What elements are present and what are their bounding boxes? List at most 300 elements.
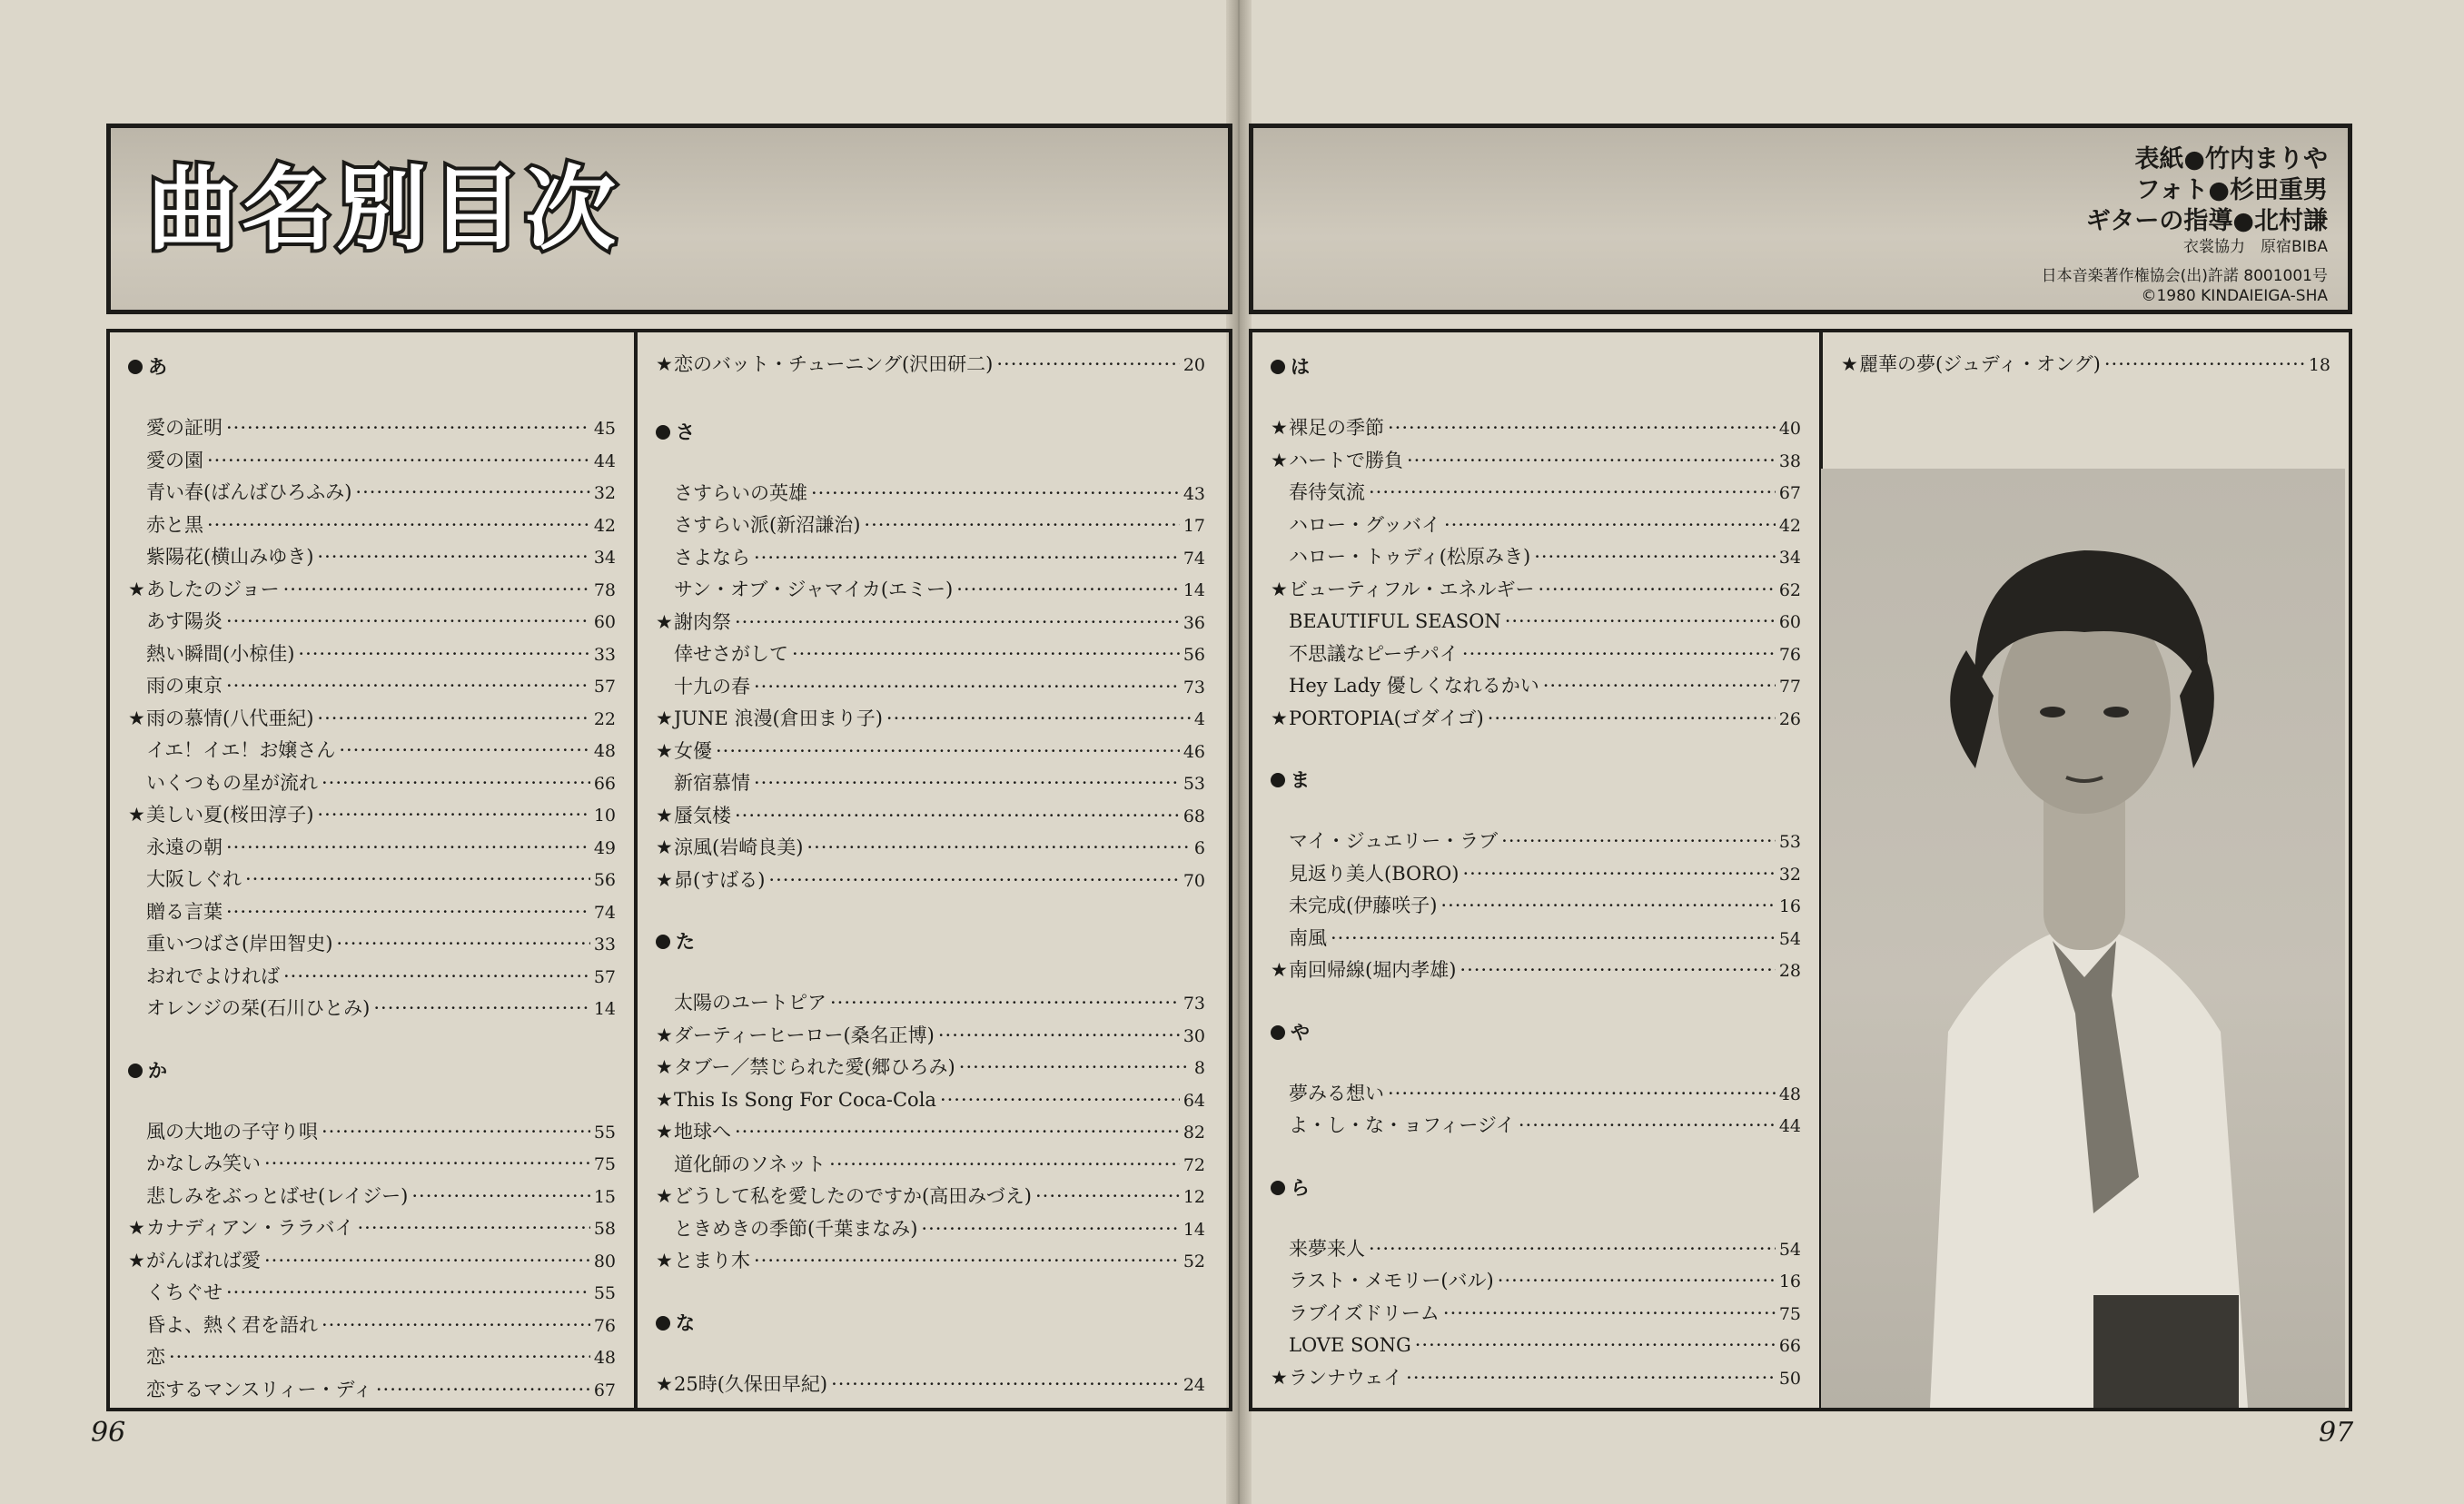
title-banner [106, 124, 1232, 314]
section-label: か [148, 1059, 167, 1082]
index-entry [128, 867, 616, 892]
index-entry [128, 1184, 616, 1209]
dot-leader [1462, 642, 1776, 666]
song-title: 春待気流 [1289, 481, 1365, 503]
section-label: あ [148, 356, 167, 378]
star-icon: ★ [656, 868, 673, 891]
page-number: 42 [1778, 515, 1801, 536]
dot-leader [2104, 352, 2305, 376]
page-number: 18 [2308, 355, 2330, 375]
index-entry [656, 1088, 1205, 1113]
page-number: 24 [1183, 1374, 1205, 1395]
star-icon: ★ [128, 707, 145, 729]
index-entry [656, 1249, 1205, 1273]
dot-leader [1406, 1366, 1776, 1390]
song-title: 南風 [1289, 926, 1327, 949]
index-entry [1271, 926, 1801, 951]
page-number: 80 [593, 1251, 616, 1271]
song-title: 新宿慕情 [674, 772, 750, 794]
singer-photo [1821, 469, 2345, 1408]
dot-leader [226, 674, 590, 698]
index-entry [1271, 894, 1801, 918]
song-title: 十九の春 [674, 675, 750, 698]
song-title: タブー／禁じられた愛(郷ひろみ) [674, 1056, 955, 1078]
page-number: 34 [593, 548, 616, 568]
page-number: 36 [1183, 612, 1205, 633]
credit-photo: フォト●杉田重男 [2135, 176, 2328, 204]
dot-leader [1498, 1269, 1776, 1292]
page-number: 68 [1183, 806, 1205, 826]
song-title: 不思議なピーチパイ [1289, 642, 1459, 665]
dot-leader [1407, 449, 1776, 472]
page-number: 14 [1183, 1219, 1205, 1240]
song-title: 涼風(岩崎良美) [674, 836, 804, 858]
star-icon: ★ [656, 804, 673, 826]
index-column-1 [106, 329, 638, 1411]
index-entry [1271, 642, 1801, 667]
section-heading [1271, 1173, 1310, 1201]
song-title: 恋 [146, 1346, 165, 1368]
song-title: 道化師のソネット [674, 1153, 826, 1175]
dot-leader [768, 868, 1179, 892]
page-number: 16 [1778, 1271, 1801, 1291]
page-number: 75 [1778, 1303, 1801, 1324]
index-entry [128, 1249, 616, 1273]
index-entry [1271, 609, 1801, 634]
star-icon: ★ [656, 610, 673, 633]
star-icon: ★ [1271, 417, 1288, 439]
dot-leader [716, 739, 1180, 763]
index-entry [128, 996, 616, 1021]
index-entry [128, 449, 616, 473]
dot-leader [355, 480, 589, 504]
dot-leader [864, 513, 1179, 537]
page-number: 6 [1193, 838, 1205, 858]
star-icon: ★ [1271, 449, 1288, 471]
song-title: ダーティーヒーロー(桑名正博) [674, 1024, 935, 1046]
song-title: Hey Lady 優しくなれるかい [1289, 675, 1539, 697]
dot-leader [207, 513, 590, 537]
section-heading [656, 1309, 695, 1336]
index-entry [128, 642, 616, 667]
dot-leader [1505, 609, 1776, 633]
page-number: 57 [593, 966, 616, 987]
dot-leader [317, 707, 589, 730]
page-number: 55 [593, 1122, 616, 1143]
index-entry [128, 1378, 616, 1402]
dot-leader [283, 578, 590, 601]
index-entry [656, 771, 1205, 796]
page-number: 10 [593, 806, 616, 826]
index-entry [128, 1313, 616, 1338]
index-entry [656, 739, 1205, 764]
dot-leader [411, 1184, 589, 1208]
section-heading [1271, 766, 1310, 793]
song-title: がんばれば愛 [146, 1249, 261, 1271]
license-note: 日本音楽著作権協会(出)許諾 8001001号 [2041, 267, 2328, 285]
portrait-illustration [1821, 469, 2345, 1408]
index-entry [128, 771, 616, 796]
song-title: ビューティフル・エネルギー [1289, 578, 1535, 600]
page-number: 14 [593, 999, 616, 1019]
section-heading [1271, 1018, 1310, 1045]
page-number: 64 [1183, 1090, 1205, 1111]
dot-leader [226, 836, 590, 859]
page-number: 67 [593, 1380, 616, 1400]
page-number: 62 [1778, 579, 1801, 600]
dot-leader [264, 1152, 590, 1175]
song-title: This Is Song For Coca-Cola [674, 1088, 936, 1111]
bullet-icon [128, 1064, 143, 1078]
index-entry [656, 546, 1205, 570]
index-entry [1271, 513, 1801, 538]
song-title: 太陽のユートピア [674, 992, 826, 1014]
index-entry [656, 352, 1205, 377]
index-entry [656, 481, 1205, 506]
page-number: 44 [593, 450, 616, 471]
index-entry [656, 610, 1205, 635]
dot-leader [298, 642, 589, 666]
page-number: 72 [1183, 1154, 1205, 1175]
song-title: 未完成(伊藤咲子) [1289, 895, 1438, 916]
index-column-2 [634, 329, 1232, 1411]
dot-leader [830, 991, 1180, 1014]
page-number: 70 [1183, 870, 1205, 891]
page-number: 26 [1778, 708, 1801, 729]
star-icon: ★ [1271, 1366, 1288, 1389]
bullet-icon [1271, 360, 1285, 374]
song-title: 大阪しぐれ [146, 868, 242, 890]
page-title: 曲名別目次 [147, 156, 619, 262]
bullet-icon [1271, 773, 1285, 787]
index-entry [656, 1120, 1205, 1144]
section-label: な [676, 1311, 695, 1334]
dot-leader [169, 1345, 590, 1369]
copyright-note: ©1980 KINDAIEIGA-SHA [2141, 287, 2328, 305]
bullet-icon [1271, 1181, 1285, 1195]
dot-leader [956, 578, 1180, 601]
dot-leader [938, 1024, 1180, 1047]
dot-leader [1462, 862, 1775, 886]
song-title: 見返り美人(BORO) [1289, 862, 1460, 885]
star-icon: ★ [656, 739, 673, 762]
page-number: 53 [1183, 774, 1205, 794]
song-title: さすらい派(新沼謙治) [674, 514, 861, 536]
song-title: あす陽炎 [146, 610, 223, 632]
star-icon: ★ [128, 578, 145, 600]
song-title: ハートで勝負 [1289, 449, 1403, 471]
page-number: 40 [1778, 419, 1801, 439]
song-title: かなしみ笑い [146, 1153, 261, 1174]
dot-leader [1538, 578, 1775, 601]
bullet-icon [128, 360, 143, 374]
index-entry [1271, 1269, 1801, 1293]
credit-cover: 表紙●竹内まりや [2134, 145, 2328, 173]
star-icon: ★ [656, 1121, 673, 1143]
song-title: 青い春(ばんばひろふみ) [146, 481, 352, 503]
dot-leader [921, 1217, 1179, 1241]
star-icon: ★ [1271, 959, 1288, 981]
song-title: オレンジの栞(石川ひとみ) [146, 997, 371, 1019]
page-number: 48 [1778, 1083, 1801, 1104]
page-number: 32 [1778, 864, 1801, 885]
index-entry [1271, 416, 1801, 440]
bullet-icon [656, 935, 670, 949]
song-title: 美しい夏(桜田淳子) [146, 804, 314, 826]
song-title: ランナウェイ [1289, 1366, 1403, 1389]
index-entry [128, 1216, 616, 1241]
page-number: 30 [1183, 1025, 1205, 1046]
dot-leader [735, 1120, 1180, 1143]
index-entry [656, 1153, 1205, 1177]
index-entry [1271, 707, 1801, 731]
star-icon: ★ [656, 707, 673, 729]
section-label: た [676, 931, 695, 953]
song-title: イエ！イエ！お嬢さん [146, 739, 336, 761]
song-title: 恋するマンスリィー・ディ [146, 1378, 372, 1400]
song-title: 女優 [674, 739, 712, 762]
page-number: 16 [1778, 896, 1801, 916]
credits [2042, 144, 2328, 306]
dot-leader [1534, 545, 1776, 569]
index-entry [128, 480, 616, 505]
page-number: 14 [1183, 580, 1205, 600]
dot-leader [264, 1249, 590, 1272]
song-title: 雨の慕情(八代亜紀) [146, 707, 314, 729]
index-entry [1271, 1333, 1801, 1358]
page-number: 76 [1778, 644, 1801, 665]
song-title: JUNE 浪漫(倉田まり子) [674, 707, 883, 729]
song-title: ときめきの季節(千葉まなみ) [674, 1217, 918, 1240]
page-number: 45 [593, 419, 616, 439]
dot-leader [1501, 829, 1776, 853]
index-entry [128, 416, 616, 440]
song-title: 麗華の夢(ジュディ・オング) [1859, 353, 2101, 375]
index-entry [1271, 674, 1801, 698]
star-icon: ★ [656, 1372, 673, 1395]
song-title: よ・し・な・ョフィージイ [1289, 1114, 1515, 1136]
song-title: 恋のバット・チューニング(沢田研二) [674, 353, 994, 375]
section-heading [128, 352, 167, 380]
song-title: カナディアン・ララバイ [146, 1217, 354, 1239]
index-entry [1841, 352, 2330, 377]
page-number: 44 [1778, 1116, 1801, 1136]
page-number: 74 [593, 902, 616, 923]
dot-leader [1543, 674, 1776, 698]
dot-leader [226, 1281, 590, 1304]
dot-leader [959, 1055, 1191, 1079]
page-number: 12 [1183, 1187, 1205, 1207]
index-entry [656, 868, 1205, 893]
song-title: 南回帰線(堀内孝雄) [1289, 959, 1457, 981]
index-entry [656, 1372, 1205, 1397]
page-number: 15 [593, 1186, 616, 1207]
credits-banner [1249, 124, 2352, 314]
song-title: ハロー・トゥディ(松原みき) [1289, 546, 1531, 568]
page-number: 76 [593, 1315, 616, 1336]
index-entry [128, 836, 616, 860]
song-title: 愛の証明 [146, 417, 223, 439]
star-icon: ★ [656, 1024, 673, 1046]
page-number-left: 96 [91, 1417, 126, 1449]
dot-leader [317, 803, 589, 826]
song-title: おれでよければ [146, 965, 280, 987]
bullet-icon [656, 425, 670, 440]
index-entry [1271, 578, 1801, 602]
page-number: 54 [1778, 928, 1801, 949]
index-entry [1271, 1237, 1801, 1262]
page-number: 17 [1183, 516, 1205, 536]
page-number: 52 [1183, 1252, 1205, 1271]
song-title: マイ・ジュエリー・ラブ [1289, 830, 1499, 852]
page-number: 56 [1183, 645, 1205, 665]
page-number: 33 [593, 935, 616, 955]
dot-leader [735, 610, 1180, 634]
page-number: 78 [593, 579, 616, 600]
index-entry [128, 803, 616, 827]
song-title: 紫陽花(横山みゆき) [146, 546, 314, 568]
index-entry [128, 609, 616, 634]
index-entry [1271, 862, 1801, 886]
section-heading [1271, 352, 1310, 380]
song-title: あしたのジョー [146, 578, 280, 600]
index-entry [656, 513, 1205, 538]
song-title: 夢みる想い [1289, 1082, 1384, 1104]
dot-leader [811, 481, 1180, 505]
dot-leader [322, 1313, 590, 1337]
index-entry [128, 1345, 616, 1370]
song-title: とまり木 [674, 1250, 750, 1271]
section-label: ま [1291, 769, 1310, 791]
song-title: さよなら [674, 546, 750, 569]
dot-leader [886, 707, 1191, 730]
index-entry [1271, 1366, 1801, 1390]
song-title: 風の大地の子守り唄 [146, 1120, 318, 1143]
index-entry [1271, 1082, 1801, 1106]
song-title: LOVE SONG [1289, 1334, 1411, 1356]
dot-leader [376, 1378, 590, 1401]
bullet-icon [1271, 1025, 1285, 1040]
dot-leader [1443, 1301, 1776, 1325]
song-title: 蜃気楼 [674, 804, 731, 826]
page-number: 33 [593, 644, 616, 665]
page-number: 48 [593, 741, 616, 761]
song-title: どうして私を愛したのですか(高田みづえ) [674, 1185, 1032, 1207]
song-title: PORTOPIA(ゴダイゴ) [1289, 707, 1484, 729]
index-entry [656, 642, 1205, 667]
index-entry [656, 578, 1205, 602]
song-title: 重いつばさ(岸田智史) [146, 933, 333, 955]
dot-leader [829, 1153, 1180, 1176]
page-number: 4 [1193, 709, 1205, 729]
index-entry [128, 738, 616, 763]
page-number: 60 [593, 612, 616, 632]
page-number: 66 [593, 773, 616, 794]
star-icon: ★ [128, 804, 145, 826]
dot-leader [1440, 894, 1775, 917]
page-number: 77 [1778, 677, 1801, 697]
index-entry [656, 707, 1205, 731]
page-number: 82 [1183, 1123, 1205, 1143]
index-entry [128, 1281, 616, 1305]
section-heading [656, 418, 695, 445]
dot-leader [1460, 958, 1775, 982]
dot-leader [226, 900, 590, 924]
page-number: 34 [1778, 548, 1801, 568]
song-title: 永遠の朝 [146, 836, 223, 858]
song-title: ラスト・メモリー(バル) [1289, 1270, 1494, 1291]
dot-leader [1369, 480, 1776, 504]
index-entry [128, 965, 616, 989]
index-entry [656, 804, 1205, 828]
index-entry [656, 991, 1205, 1015]
index-entry [1271, 829, 1801, 854]
star-icon: ★ [656, 836, 673, 858]
index-entry [1271, 958, 1801, 983]
index-entry [656, 836, 1205, 860]
index-entry [128, 578, 616, 602]
page-number: 55 [593, 1283, 616, 1303]
star-icon: ★ [656, 1056, 673, 1078]
dot-leader [792, 642, 1180, 666]
section-label: さ [676, 421, 695, 443]
dot-leader [336, 932, 589, 955]
dot-leader [940, 1088, 1180, 1112]
page-number: 54 [1778, 1239, 1801, 1260]
song-title: いくつもの星が流れ [146, 771, 318, 794]
section-label: ら [1291, 1176, 1310, 1199]
dot-leader [996, 352, 1179, 376]
page-number: 73 [1183, 994, 1205, 1014]
dot-leader [1035, 1184, 1180, 1208]
bullet-icon [656, 1316, 670, 1331]
dot-leader [373, 996, 589, 1020]
song-title: 倖せさがして [674, 643, 788, 665]
star-icon: ★ [656, 1088, 673, 1111]
page-number: 38 [1778, 450, 1801, 471]
index-entry [1271, 1113, 1801, 1138]
page-number: 67 [1778, 483, 1801, 503]
dot-leader [754, 675, 1180, 698]
index-entry [128, 545, 616, 569]
page-number: 75 [593, 1154, 616, 1174]
song-title: BEAUTIFUL SEASON [1289, 610, 1501, 632]
page-number: 58 [593, 1219, 616, 1239]
dot-leader [754, 1249, 1180, 1272]
index-column-3 [1249, 329, 1823, 1411]
song-title: くちぐせ [146, 1281, 223, 1303]
dot-leader [357, 1216, 589, 1240]
page-number: 66 [1778, 1336, 1801, 1356]
dot-leader [735, 804, 1180, 827]
song-title: さすらいの英雄 [674, 481, 807, 504]
song-title: サン・オブ・ジャマイカ(エミー) [674, 579, 954, 600]
dot-leader [317, 545, 589, 569]
dot-leader [322, 771, 590, 795]
song-title: 25時(久保田早紀) [674, 1372, 828, 1395]
credit-guitar: ギターの指導●北村謙 [2085, 207, 2328, 235]
dot-leader [1488, 707, 1776, 730]
dot-leader [831, 1372, 1180, 1396]
star-icon: ★ [128, 1217, 145, 1239]
page-number: 8 [1193, 1058, 1205, 1078]
index-entry [128, 900, 616, 925]
star-icon: ★ [1271, 578, 1288, 600]
index-entry [128, 1120, 616, 1144]
page-number: 74 [1183, 548, 1205, 569]
dot-leader [1388, 416, 1776, 440]
song-title: 地球へ [674, 1121, 731, 1143]
